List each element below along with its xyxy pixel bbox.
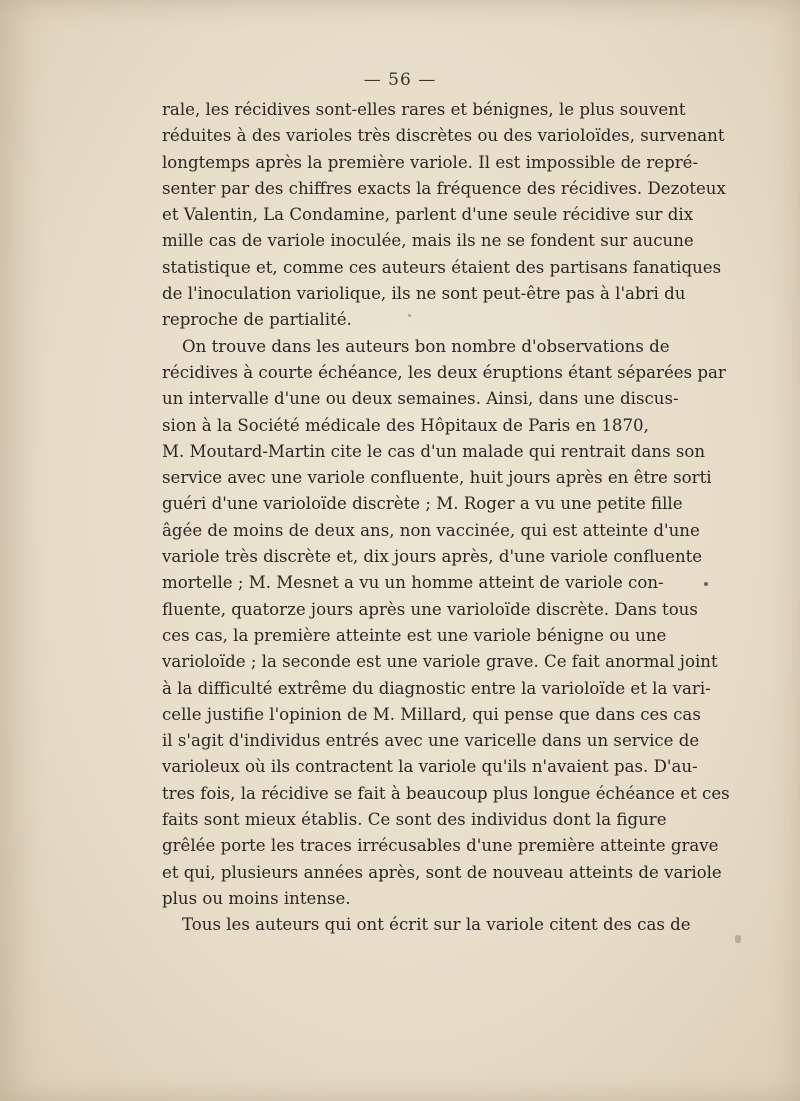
text-line: On trouve dans les auteurs bon nombre d'observations de [182,336,670,356]
text-line: âgée de moins de deux ans, non vaccinée, qui est atteinte d'une [162,520,700,540]
text-line: et Valentin, La Condamine, parlent d'une seule récidive sur dix [162,205,694,225]
page-number: — 56 — [363,70,437,90]
text-line: un intervalle d'une ou deux semaines. Ainsi, dans une discus- [162,389,679,409]
text-line: variole très discrète et, dix jours après, d'une variole confluente [162,547,703,567]
text-line: reproche de partialité. [162,310,352,330]
text-line: réduites à des varioles très discrètes ou des varioloïdes, survenant [162,126,725,146]
text-line: tres fois, la récidive se fait à beaucoup plus longue échéance et ces [162,783,730,803]
body-text [162,97,730,939]
text-line: celle justifie l'opinion de M. Millard, qui pense que dans ces cas [162,704,701,724]
text-line: service avec une variole confluente, huit jours après en être sorti [162,468,712,488]
text-line: varioleux où ils contractent la variole qu'ils n'avaient pas. D'au- [162,757,698,777]
text-line: il s'agit d'individus entrés avec une varicelle dans un service de [162,731,700,751]
text-line: senter par des chiffres exacts la fréquence des récidives. Dezoteux [162,178,726,198]
text-line: rale, les récidives sont-elles rares et bénignes, le plus souvent [162,100,686,119]
text-line: statistique et, comme ces auteurs étaient des partisans fanatiques [162,257,722,277]
text-line: varioloïde ; la seconde est une variole grave. Ce fait anormal joint [162,652,718,672]
text-line: longtemps après la première variole. Il est impossible de repré- [162,152,699,172]
text-line: récidives à courte échéance, les deux éruptions étant séparées par [162,362,726,382]
text-line: mille cas de variole inoculée, mais ils ne se fondent sur aucune [162,231,694,251]
text-line: faits sont mieux établis. Ce sont des individus dont la figure [162,810,667,830]
paper-speck [704,582,708,586]
paragraph-2 [162,334,730,913]
text-line: mortelle ; M. Mesnet a vu un homme atteint de variole con- [162,573,664,593]
text-line: fluente, quatorze jours après une varioloïde discrète. Dans tous [162,599,698,619]
text-line: grêlée porte les traces irrécusables d'une première atteinte grave [162,836,719,856]
paper-speck [408,314,411,317]
text-line: plus ou moins intense. [162,888,351,908]
text-line: sion à la Société médicale des Hôpitaux de Paris en 1870, [162,415,649,435]
text-line: M. Moutard-Martin cite le cas d'un malade qui rentrait dans son [162,441,706,461]
text-line: ces cas, la première atteinte est une variole bénigne ou une [162,625,667,645]
text-line: à la difficulté extrême du diagnostic entre la varioloïde et la vari- [162,678,711,698]
text-line: guéri d'une varioloïde discrète ; M. Roger a vu une petite fille [162,494,683,514]
text-line: et qui, plusieurs années après, sont de nouveau atteints de variole [162,862,722,882]
text-line: de l'inoculation variolique, ils ne sont peut-être pas à l'abri du [162,284,686,304]
paragraph-1 [162,97,726,334]
text-line: Tous les auteurs qui ont écrit sur la variole citent des cas de [182,915,691,935]
paragraph-3 [162,912,691,938]
paper-speck [735,935,741,943]
